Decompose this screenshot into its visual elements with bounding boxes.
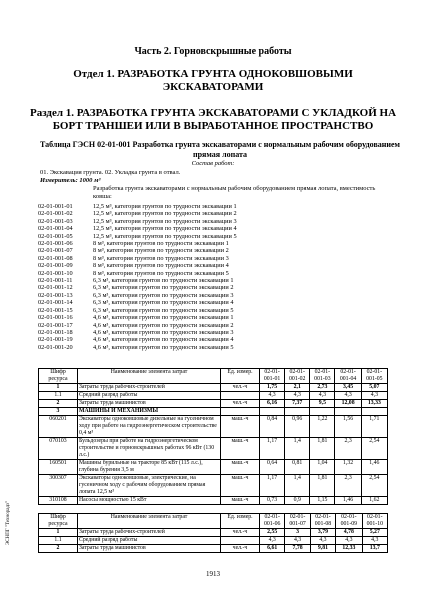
cell-value: 2,54 [361, 438, 387, 460]
code-list-item-text: 4,6 м³, категория грунтов по трудности экскавации 1 [93, 314, 234, 322]
cell-value: 7,78 [285, 545, 310, 553]
code-list-item-code: 02-01-001-17 [38, 321, 73, 329]
cell-name: Затраты труда рабочих-строителей [78, 529, 221, 537]
code-list-item [38, 314, 237, 321]
code-list [38, 203, 237, 351]
cell-name: Затраты труда машинистов [78, 400, 221, 408]
code-list-item [38, 210, 237, 217]
cell-value: 1,15 [310, 497, 335, 505]
table-heading: Таблица ГЭСН 02-01-001 Разработка грунта экскаваторами с нормальным рабочим оборудованием прямая лопата [39, 140, 400, 159]
cell-value [361, 408, 387, 416]
cell-shifr: 2 [39, 400, 78, 408]
cell-unit: маш.-ч [221, 460, 260, 475]
cell-value: 1,81 [310, 475, 335, 497]
code-list-item [38, 292, 237, 299]
cell-value: 4,3 [260, 392, 285, 400]
code-list-item [38, 284, 237, 291]
cell-value: 4,3 [285, 392, 310, 400]
cell-name: Экскаваторы одноковшовые, электрические, на гусеничном ходу с рабочим оборудованием прямая лопата 12,5 м³ [78, 475, 221, 497]
code-list-item-code: 02-01-001-10 [38, 269, 73, 277]
code-list-item [38, 270, 237, 277]
cell-value: 1,81 [310, 438, 335, 460]
cell-value: 1,04 [310, 460, 335, 475]
table-header-row [39, 514, 388, 529]
header-code: 02-01-001-07 [285, 514, 310, 529]
code-list-item-text: 8 м³, категория грунтов по трудности экскавации 4 [93, 262, 229, 270]
table-row [39, 529, 388, 537]
cell-value: 2,1 [285, 384, 310, 392]
resource-table-1 [38, 368, 388, 505]
cell-shifr: 1.1 [39, 392, 78, 400]
cell-value: 1,46 [361, 460, 387, 475]
header-shifr: Шифр ресурса [39, 369, 78, 384]
cell-unit: маш.-ч [221, 475, 260, 497]
header-code: 02-01-001-02 [285, 369, 310, 384]
cell-value: 6,16 [260, 400, 285, 408]
code-list-item [38, 299, 237, 306]
cell-value: 9,81 [310, 545, 335, 553]
cell-value: 1,4 [285, 438, 310, 460]
cell-value: 2,55 [260, 529, 285, 537]
cell-unit: маш.-ч [221, 438, 260, 460]
cell-value: 7,37 [285, 400, 310, 408]
cell-unit: чел.-ч [221, 529, 260, 537]
cell-value [285, 408, 310, 416]
cell-value: 2,3 [335, 438, 361, 460]
cell-value: 2,73 [310, 384, 335, 392]
code-list-item-text: 4,6 м³, категория грунтов по трудности экскавации 2 [93, 321, 234, 329]
table-row [39, 537, 388, 545]
cell-value: 6,61 [260, 545, 285, 553]
cell-unit: чел.-ч [221, 545, 260, 553]
table-row [39, 400, 388, 408]
cell-value: 1,62 [361, 497, 387, 505]
code-list-item-code: 02-01-001-15 [38, 306, 73, 314]
code-list-item-code: 02-01-001-09 [38, 262, 73, 270]
cell-value: 1,46 [335, 497, 361, 505]
code-list-item-text: 12,5 м³, категория грунтов по трудности экскавации 1 [93, 203, 237, 210]
cell-value: 1,22 [310, 416, 335, 438]
cell-name: Средний разряд работы [78, 392, 221, 400]
cell-shifr: 2 [39, 545, 78, 553]
side-watermark-text: ЭСНПГ "Технорадз" [6, 500, 11, 545]
table-header-row [39, 369, 388, 384]
cell-name: Экскаваторы одноковшовые дизельные на гусеничном ходу при работе на гидроэнергетическом строительстве 0,4 м³ [78, 416, 221, 438]
code-list-item [38, 203, 237, 210]
cell-name: МАШИНЫ И МЕХАНИЗМЫ [78, 408, 221, 416]
code-list-item-code: 02-01-001-04 [38, 225, 73, 233]
code-list-item [38, 307, 237, 314]
header-code: 02-01-001-05 [361, 369, 387, 384]
cell-value: 9,5 [310, 400, 335, 408]
cell-value: 4,3 [310, 392, 335, 400]
page-number: 1913 [206, 570, 220, 578]
code-list-item [38, 218, 237, 225]
table-row [39, 497, 388, 505]
table-row [39, 475, 388, 497]
header-unit: Ед. измер. [221, 369, 260, 384]
cell-unit [221, 537, 260, 545]
cell-value: 0,64 [260, 460, 285, 475]
cell-name: Затраты труда машинистов [78, 545, 221, 553]
cell-value: 3,45 [335, 384, 361, 392]
meter-text: Измеритель: 1000 м³ [40, 177, 101, 184]
cell-name: Затраты труда рабочих-строителей [78, 384, 221, 392]
header-code: 02-01-001-04 [335, 369, 361, 384]
cell-value: 4,3 [336, 537, 362, 545]
cell-value: 4,3 [285, 537, 310, 545]
code-list-item-code: 02-01-001-05 [38, 232, 73, 240]
cell-value: 5,27 [362, 529, 387, 537]
code-list-item [38, 277, 237, 284]
cell-value: 2,54 [361, 475, 387, 497]
table-row [39, 408, 388, 416]
cell-unit [221, 408, 260, 416]
cell-value: 5,07 [361, 384, 387, 392]
code-list-item-code: 02-01-001-20 [38, 343, 73, 351]
cell-value: 4,3 [260, 537, 285, 545]
table-row [39, 392, 388, 400]
code-list-item [38, 240, 237, 247]
code-list-item-code: 02-01-001-11 [38, 277, 73, 285]
code-list-item [38, 322, 237, 329]
code-list-item-code: 02-01-001-01 [38, 203, 73, 210]
cell-value: 1,17 [260, 475, 285, 497]
cell-value: 4,3 [310, 537, 335, 545]
code-list-item-text: 4,6 м³, категория грунтов по трудности экскавации 5 [93, 343, 234, 351]
cell-shifr: 060201 [39, 416, 78, 438]
header-name: Наименование элемента затрат [78, 369, 221, 384]
cell-value: 0,96 [285, 416, 310, 438]
code-list-item [38, 336, 237, 343]
code-list-item-text: 4,6 м³, категория грунтов по трудности экскавации 3 [93, 328, 234, 336]
cell-value: 1,56 [335, 416, 361, 438]
header-code: 02-01-001-10 [362, 514, 387, 529]
code-list-item [38, 262, 237, 269]
cell-value: 4,3 [362, 537, 387, 545]
header-code: 02-01-001-01 [260, 369, 285, 384]
cell-value: 3,79 [310, 529, 335, 537]
cell-value: 4,3 [361, 392, 387, 400]
part-heading: Часть 2. Горновскрышные работы [134, 46, 292, 57]
cell-value [310, 408, 335, 416]
cell-value: 1,4 [285, 475, 310, 497]
cell-value: 13,7 [362, 545, 387, 553]
cell-unit: маш.-ч [221, 497, 260, 505]
cell-value: 13,33 [361, 400, 387, 408]
code-list-item [38, 344, 237, 351]
header-unit: Ед. измер. [221, 514, 260, 529]
code-list-item-code: 02-01-001-06 [38, 240, 73, 248]
cell-value: 0,73 [260, 497, 285, 505]
cell-value: 0,9 [285, 497, 310, 505]
code-list-item-text: 6,3 м³, категория грунтов по трудности экскавации 2 [93, 284, 234, 292]
cell-value: 12,33 [336, 545, 362, 553]
code-list-item-code: 02-01-001-14 [38, 299, 73, 307]
header-code: 02-01-001-03 [310, 369, 335, 384]
code-list-item-code: 02-01-001-08 [38, 254, 73, 262]
cell-unit: маш.-ч [221, 416, 260, 438]
code-list-item-text: 12,5 м³, категория грунтов по трудности экскавации 4 [93, 225, 237, 233]
code-list-item-text: 6,3 м³, категория грунтов по трудности экскавации 4 [93, 299, 234, 307]
header-shifr: Шифр ресурса [39, 514, 78, 529]
cell-shifr: 1.1 [39, 537, 78, 545]
code-list-item-code: 02-01-001-19 [38, 336, 73, 344]
code-list-item-code: 02-01-001-02 [38, 210, 73, 218]
cell-unit: чел.-ч [221, 400, 260, 408]
cell-value: 3 [285, 529, 310, 537]
cell-value [260, 408, 285, 416]
cell-shifr: 070103 [39, 438, 78, 460]
cell-value: 12,08 [335, 400, 361, 408]
cell-name: Машины бурильные на тракторе 85 кВт (115 л.с.), глубина бурения 3,5 м [78, 460, 221, 475]
cell-value: 2,3 [335, 475, 361, 497]
code-list-item-text: 12,5 м³, категория грунтов по трудности экскавации 3 [93, 217, 237, 225]
code-list-item-text: 8 м³, категория грунтов по трудности экскавации 1 [93, 240, 229, 248]
cell-shifr: 300307 [39, 475, 78, 497]
table-row [39, 438, 388, 460]
table-row [39, 416, 388, 438]
cell-name: Средний разряд работы [78, 537, 221, 545]
cell-value: 0,84 [260, 416, 285, 438]
operations-text: 01. Экскавация грунта. 02. Укладка грунта в отвал. [40, 169, 181, 176]
code-list-item-text: 6,3 м³, категория грунтов по трудности экскавации 3 [93, 291, 234, 299]
cell-value: 0,81 [285, 460, 310, 475]
header-code: 02-01-001-06 [260, 514, 285, 529]
cell-shifr: 1 [39, 384, 78, 392]
cell-shifr: 160501 [39, 460, 78, 475]
cell-value: 1,32 [335, 460, 361, 475]
code-list-item-code: 02-01-001-16 [38, 314, 73, 322]
code-list-item-code: 02-01-001-03 [38, 217, 73, 225]
cell-value: 1,75 [260, 384, 285, 392]
cell-name: Бульдозеры при работе на гидроэнергетическом строительстве и горновскрышных работах 96 кВт (130 л.с.) [78, 438, 221, 460]
razdel-heading: Раздел 1. РАЗРАБОТКА ГРУНТА ЭКСКАВАТОРАМИ С УКЛАДКОЙ НА БОРТ ТРАНШЕИ ИЛИ В ВЫРАБОТАННОЕ ПРОСТРАНСТВО [29, 107, 397, 132]
code-list-item-code: 02-01-001-07 [38, 247, 73, 255]
code-list-item [38, 247, 237, 254]
cell-shifr: 3 [39, 408, 78, 416]
cell-value [335, 408, 361, 416]
code-list-item [38, 329, 237, 336]
table-row [39, 460, 388, 475]
table-row [39, 384, 388, 392]
code-list-item-code: 02-01-001-13 [38, 291, 73, 299]
code-list-item [38, 233, 237, 240]
code-list-item-text: 12,5 м³, категория грунтов по трудности экскавации 5 [93, 232, 237, 240]
cell-unit: чел.-ч [221, 384, 260, 392]
code-list-item-code: 02-01-001-12 [38, 284, 73, 292]
cell-shifr: 310108 [39, 497, 78, 505]
code-list-item-code: 02-01-001-18 [38, 328, 73, 336]
code-list-item-text: 6,3 м³, категория грунтов по трудности экскавации 1 [93, 277, 234, 285]
header-code: 02-01-001-08 [310, 514, 335, 529]
code-list-item-text: 12,5 м³, категория грунтов по трудности экскавации 2 [93, 210, 237, 218]
cell-value: 1,17 [260, 438, 285, 460]
code-list-item-text: 8 м³, категория грунтов по трудности экскавации 5 [93, 269, 229, 277]
code-list-item-text: 4,6 м³, категория грунтов по трудности экскавации 4 [93, 336, 234, 344]
description-text: Разработка грунта экскаваторами с нормальным рабочим оборудованием прямая лопата, вместимость ковша: [93, 185, 376, 200]
table-row [39, 545, 388, 553]
cell-value: 4,3 [335, 392, 361, 400]
code-list-item-text: 8 м³, категория грунтов по трудности экскавации 2 [93, 247, 229, 255]
code-list-item [38, 225, 237, 232]
code-list-item-text: 6,3 м³, категория грунтов по трудности экскавации 5 [93, 306, 234, 314]
header-code: 02-01-001-09 [336, 514, 362, 529]
header-name: Наименование элемента затрат [78, 514, 221, 529]
cell-value: 4,78 [336, 529, 362, 537]
cell-value: 1,71 [361, 416, 387, 438]
code-list-item-text: 8 м³, категория грунтов по трудности экскавации 3 [93, 254, 229, 262]
code-list-item [38, 255, 237, 262]
otdel-heading: Отдел 1. РАЗРАБОТКА ГРУНТА ОДНОКОВШОВЫМИ ЭКСКАВАТОРАМИ [73, 68, 353, 93]
cell-unit [221, 392, 260, 400]
cell-name: Насосы мощностью 15 кВт [78, 497, 221, 505]
resource-table-2 [38, 513, 388, 553]
cell-shifr: 1 [39, 529, 78, 537]
composition-title: Состав работ: [191, 160, 235, 167]
